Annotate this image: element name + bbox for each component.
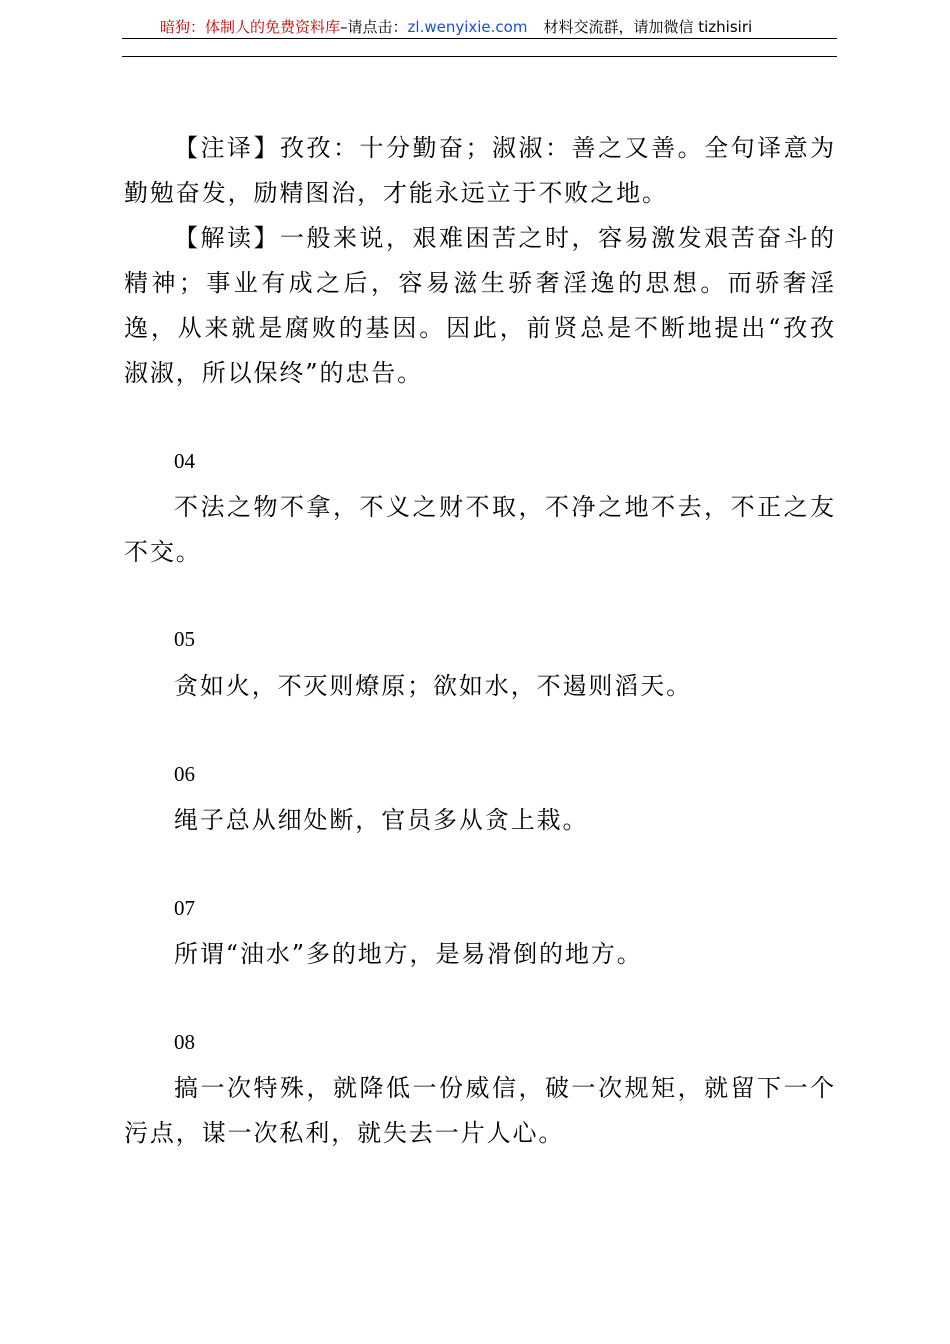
item-text: 贪如火，不灭则燎原；欲如水，不遏则滔天。 [174,672,692,700]
page-header [122,14,837,40]
header-rule-thick [122,56,837,57]
header-note: 材料交流群，请加微信 tizhisiri [543,18,753,36]
annotation-paragraph: 【注译】孜孜：十分勤奋；淑淑：善之又善。全句译意为勤勉奋发，励精图治，才能永远立于不败之地。 [124,134,836,207]
item-text: 绳子总从细处断，官员多从贪上栽。 [174,806,589,834]
item-text: 所谓“油水”多的地方，是易滑倒的地方。 [174,940,643,968]
header-prompt: –请点击： [340,18,408,36]
header-title: 暗狗：体制人的免费资料库 [160,18,341,36]
item-number: 05 [174,627,195,651]
interpretation-paragraph: 【解读】一般来说，艰难困苦之时，容易激发艰苦奋斗的精神；事业有成之后，容易滋生骄奢淫逸的思想。而骄奢淫逸，从来就是腐败的基因。因此，前贤总是不断地提出“孜孜淑淑，所以保终”的忠告。 [124,224,836,387]
item-text: 不法之物不拿，不义之财不取，不净之地不去，不正之友不交。 [124,493,836,566]
item-number: 04 [174,449,195,473]
item-number: 06 [174,762,195,786]
item-text: 搞一次特殊，就降低一份威信，破一次规矩，就留下一个污点，谋一次私利，就失去一片人心。 [124,1074,836,1147]
item-number: 08 [174,1030,195,1054]
header-rule-thin [122,38,837,39]
item-number: 07 [174,896,195,920]
header-link[interactable]: zl.wenyixie.com [407,18,528,36]
